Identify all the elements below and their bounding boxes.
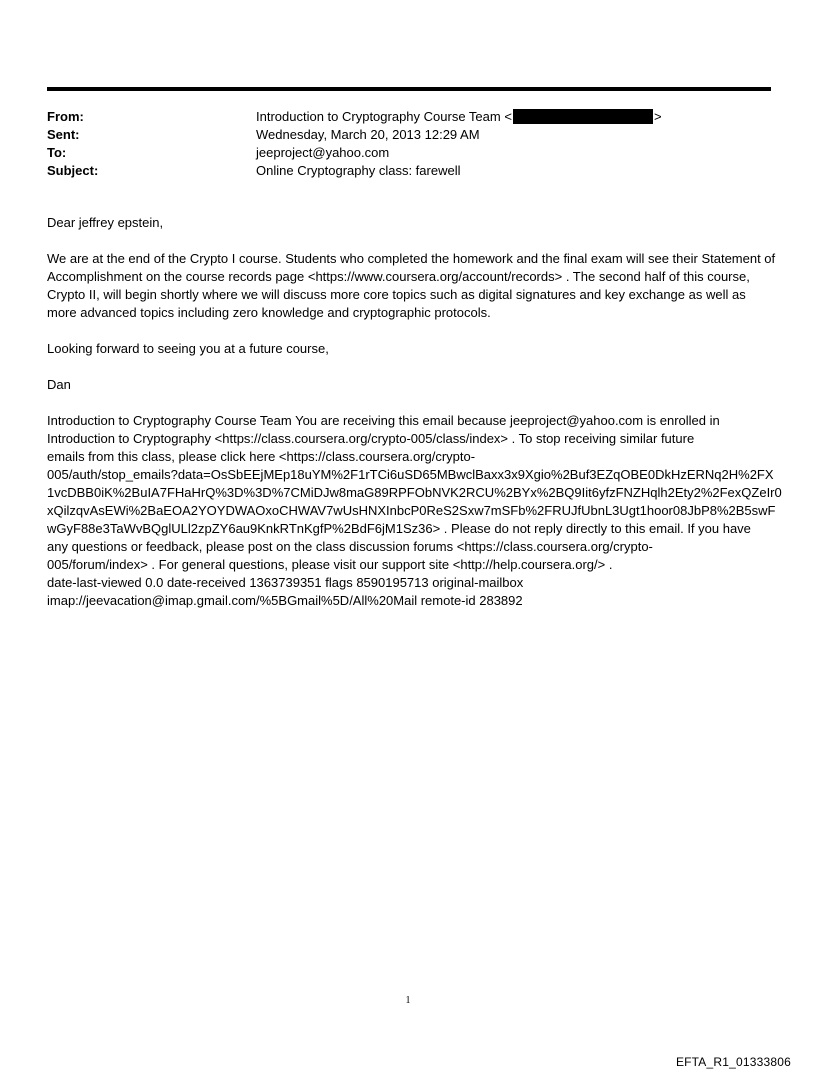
from-value [256, 108, 662, 126]
closing: Looking forward to seeing you at a future course, [47, 341, 329, 356]
sent-label: Sent: [47, 127, 80, 142]
email-body [47, 214, 782, 610]
greeting: Dear jeffrey epstein, [47, 215, 164, 230]
email-header [47, 108, 771, 180]
sent-row [47, 126, 771, 144]
subject-row [47, 162, 771, 180]
footer-line: emails from this class, please click here <https://class.coursera.org/crypto- [47, 449, 476, 464]
footer-line: xQilzqvAsEWi%2BaEOA2YOYDWAOxoCHWAV7wUsHNXInbcP0ReS2Sxw7mSFb%2FRUJfUbnL3Ugt1hoor08JbP8%2B5swF [47, 503, 776, 518]
from-row [47, 108, 771, 126]
from-sender: Introduction to Cryptography Course Team < [256, 109, 512, 124]
from-label: From: [47, 109, 84, 124]
subject-value: Online Cryptography class: farewell [256, 163, 461, 178]
footer-line: 005/forum/index> . For general questions, please visit our support site <http://help.coursera.org/> . [47, 557, 613, 572]
header-rule [47, 87, 771, 91]
to-row [47, 144, 771, 162]
signature: Dan [47, 377, 71, 392]
footer-line: imap://jeevacation@imap.gmail.com/%5BGmail%5D/All%20Mail remote-id 283892 [47, 593, 523, 608]
footer-line: Introduction to Cryptography <https://class.coursera.org/crypto-005/class/index> . To stop receiving similar future [47, 431, 695, 446]
paragraph-main: We are at the end of the Crypto I course. Students who completed the homework and the final exam will see their Statement of Accomplishment on the course records page <https://www.coursera.org/account/records> . The second half of this course, Crypto II, will begin shortly where we will discuss more core topics such as digital signatures and key exchange as well as more advanced topics including zero knowledge and cryptographic protocols. [47, 251, 776, 320]
footer-block [47, 412, 782, 610]
page-number: 1 [405, 995, 411, 1006]
to-label: To: [47, 145, 67, 160]
redaction-box [513, 109, 653, 124]
sent-value: Wednesday, March 20, 2013 12:29 AM [256, 127, 480, 142]
document-id: EFTA_R1_01333806 [675, 1055, 791, 1069]
footer-line: 1vcDBB0iK%2BuIA7FHaHrQ%3D%3D%7CMiDJw8maG89RPFObNVK2RCU%2BYx%2BQ9Iit6yfzFNZHqlh2Ety2%2FexQZeIr0 [47, 485, 782, 500]
footer-line: date-last-viewed 0.0 date-received 1363739351 flags 8590195713 original-mailbox [47, 575, 524, 590]
footer-line: any questions or feedback, please post on the class discussion forums <https://class.coursera.org/crypto- [47, 539, 653, 554]
from-value-end: > [653, 109, 662, 124]
footer-line: 005/auth/stop_emails?data=OsSbEEjMEp18uYM%2F1rTCi6uSD65MBwclBaxx3x9Xgio%2Buf3EZqOBE0DkHzERNq2H%2FX [47, 467, 774, 482]
footer-line: wGyF88e3TaWvBQglULl2zpZY6au9KnkRTnKgfP%2BdF6jM1Sz36> . Please do not reply directly to this email. If you have [47, 521, 751, 536]
subject-label: Subject: [47, 163, 99, 178]
footer-line: Introduction to Cryptography Course Team You are receiving this email because jeeproject@yahoo.com is enrolled in [47, 413, 720, 428]
to-value: jeeproject@yahoo.com [256, 145, 390, 160]
